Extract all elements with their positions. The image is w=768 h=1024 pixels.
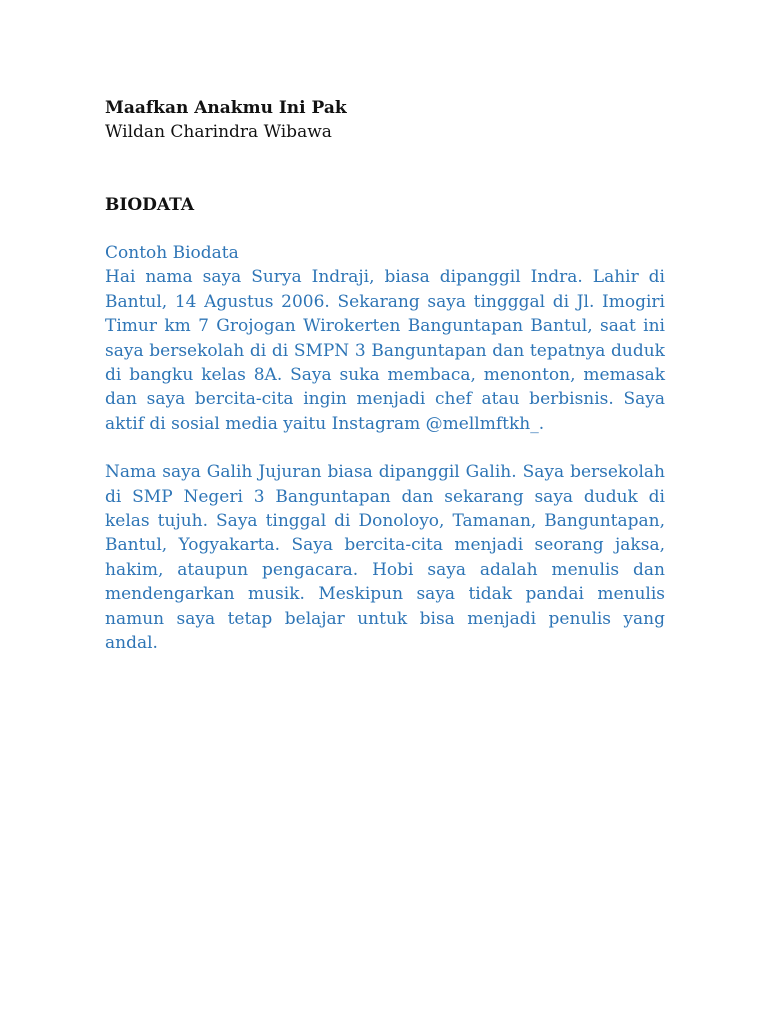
example-label: Contoh Biodata xyxy=(105,243,239,263)
document-author: Wildan Charindra Wibawa xyxy=(105,122,332,142)
document-page xyxy=(105,96,665,656)
document-title: Maafkan Anakmu Ini Pak xyxy=(105,98,347,118)
biodata-paragraph-2: Nama saya Galih Jujuran biasa dipanggil Galih. Saya bersekolah di SMP Negeri 3 Banguntapan dan sekarang saya duduk di kelas tujuh. Saya tinggal di Donoloyo, Tamanan, Banguntapan, Bantul, Yogyakarta. Saya bercita-cita menjadi seorang jaksa, hakim, ataupun pengacara. Hobi saya adalah menulis dan mendengarkan musik. Meskipun saya tidak pandai menulis namun saya tetap belajar untuk bisa menjadi penulis yang andal. xyxy=(105,462,665,654)
biodata-paragraph-1: Hai nama saya Surya Indraji, biasa dipanggil Indra. Lahir di Bantul, 14 Agustus 2006. Sekarang saya tingggal di Jl. Imogiri Timur km 7 Grojogan Wirokerten Banguntapan Bantul, saat ini saya bersekolah di di SMPN 3 Banguntapan dan tepatnya duduk di bangku kelas 8A. Saya suka membaca, menonton, memasak dan saya bercita-cita ingin menjadi chef atau berbisnis. Saya aktif di sosial media yaitu Instagram @mellmftkh_. xyxy=(105,267,665,434)
section-heading: BIODATA xyxy=(105,195,195,215)
